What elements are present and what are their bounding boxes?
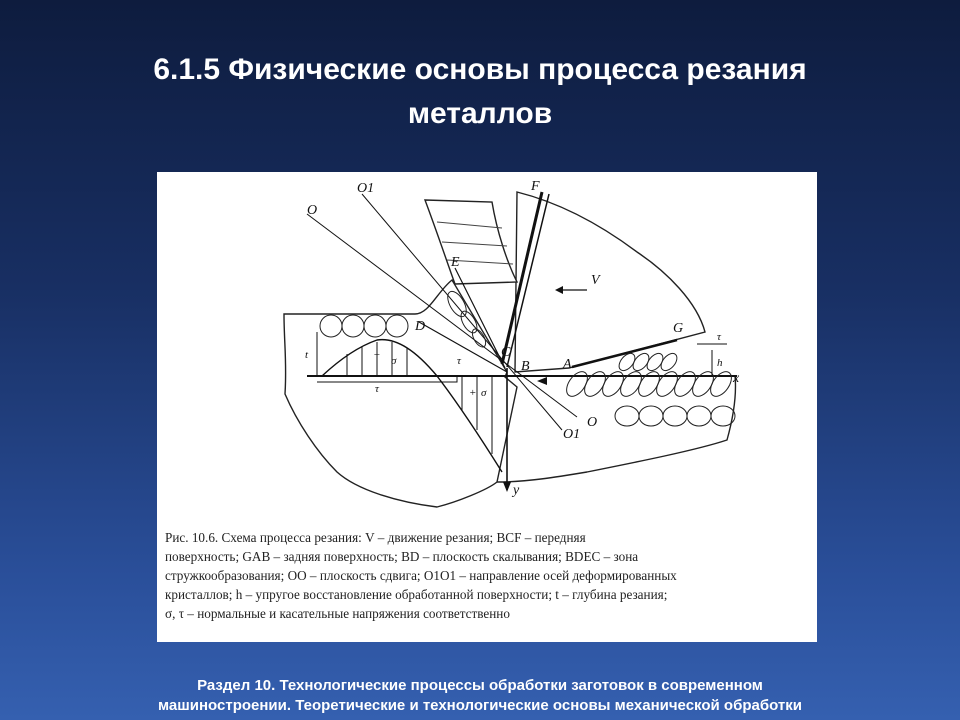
label-minus: − [373,349,381,361]
label-O1-bottom: O1 [563,427,581,442]
label-V: V [591,273,600,288]
label-E: E [451,255,460,270]
footer-line-1: Раздел 10. Технологические процессы обработки заготовок в современном [197,677,763,694]
slide-title [40,48,920,136]
elongated-grains [562,368,735,400]
caption-line-1: Рис. 10.6. Схема процесса резания: V – движение резания; BCF – передняя [165,530,586,545]
grain-7 [663,406,687,426]
figure-panel [157,172,817,642]
label-sigma-lower: σ [481,387,487,399]
slide-title-line-2: металлов [407,97,553,130]
figure-caption [165,528,813,623]
sigma-stress-curve [322,340,502,472]
grain-2 [342,315,364,337]
label-O1-top: O1 [357,181,375,196]
label-h: h [717,357,723,369]
grain-6 [639,406,663,426]
grain-5 [615,406,639,426]
y-axis-arrow [503,482,511,492]
label-G: G [673,321,684,336]
slide-title-line-1: 6.1.5 Физические основы процесса резания [153,53,807,86]
label-O-bottom: O [587,415,598,430]
grain-1 [320,315,342,337]
v-arrow-head [555,286,563,294]
grain-8 [687,406,711,426]
label-C: C [501,345,511,360]
caption-line-5: σ, τ – нормальные и касательные напряжения соответственно [165,606,510,621]
grain-9 [711,406,735,426]
caption-line-4: кристаллов; h – упругое восстановление обработанной поверхности; t – глубина резания; [165,587,668,602]
stress-arrows [317,332,492,454]
grain-3 [364,315,386,337]
label-tau-upper: τ [457,355,461,367]
label-plus: + [469,387,477,399]
footer-line-2: машиностроении. Теоретические и технологические основы механической обработки [158,697,802,714]
label-D: D [415,319,426,334]
grain-4 [386,315,408,337]
label-F: F [531,179,540,194]
label-tau-lower: τ [375,383,379,395]
caption-line-3: стружкообразования; OO – плоскость сдвига; O1O1 – направление осей деформированных [165,568,677,583]
slide-footer [40,676,920,716]
label-x: x [733,371,740,386]
label-tau-top-right: τ [717,331,721,343]
label-B: B [521,359,530,374]
label-t: t [305,349,309,361]
shear-plane-BD [419,322,507,372]
chip-strip [425,200,517,284]
label-O-top: O [307,203,318,218]
label-y: y [513,483,520,498]
caption-line-2: поверхность; GAB – задняя поверхность; BD – плоскость скалывания; BDEC – зона [165,549,639,564]
label-sigma-upper: σ [391,355,397,367]
label-A: A [563,357,572,372]
a-arrow-head [537,377,547,385]
